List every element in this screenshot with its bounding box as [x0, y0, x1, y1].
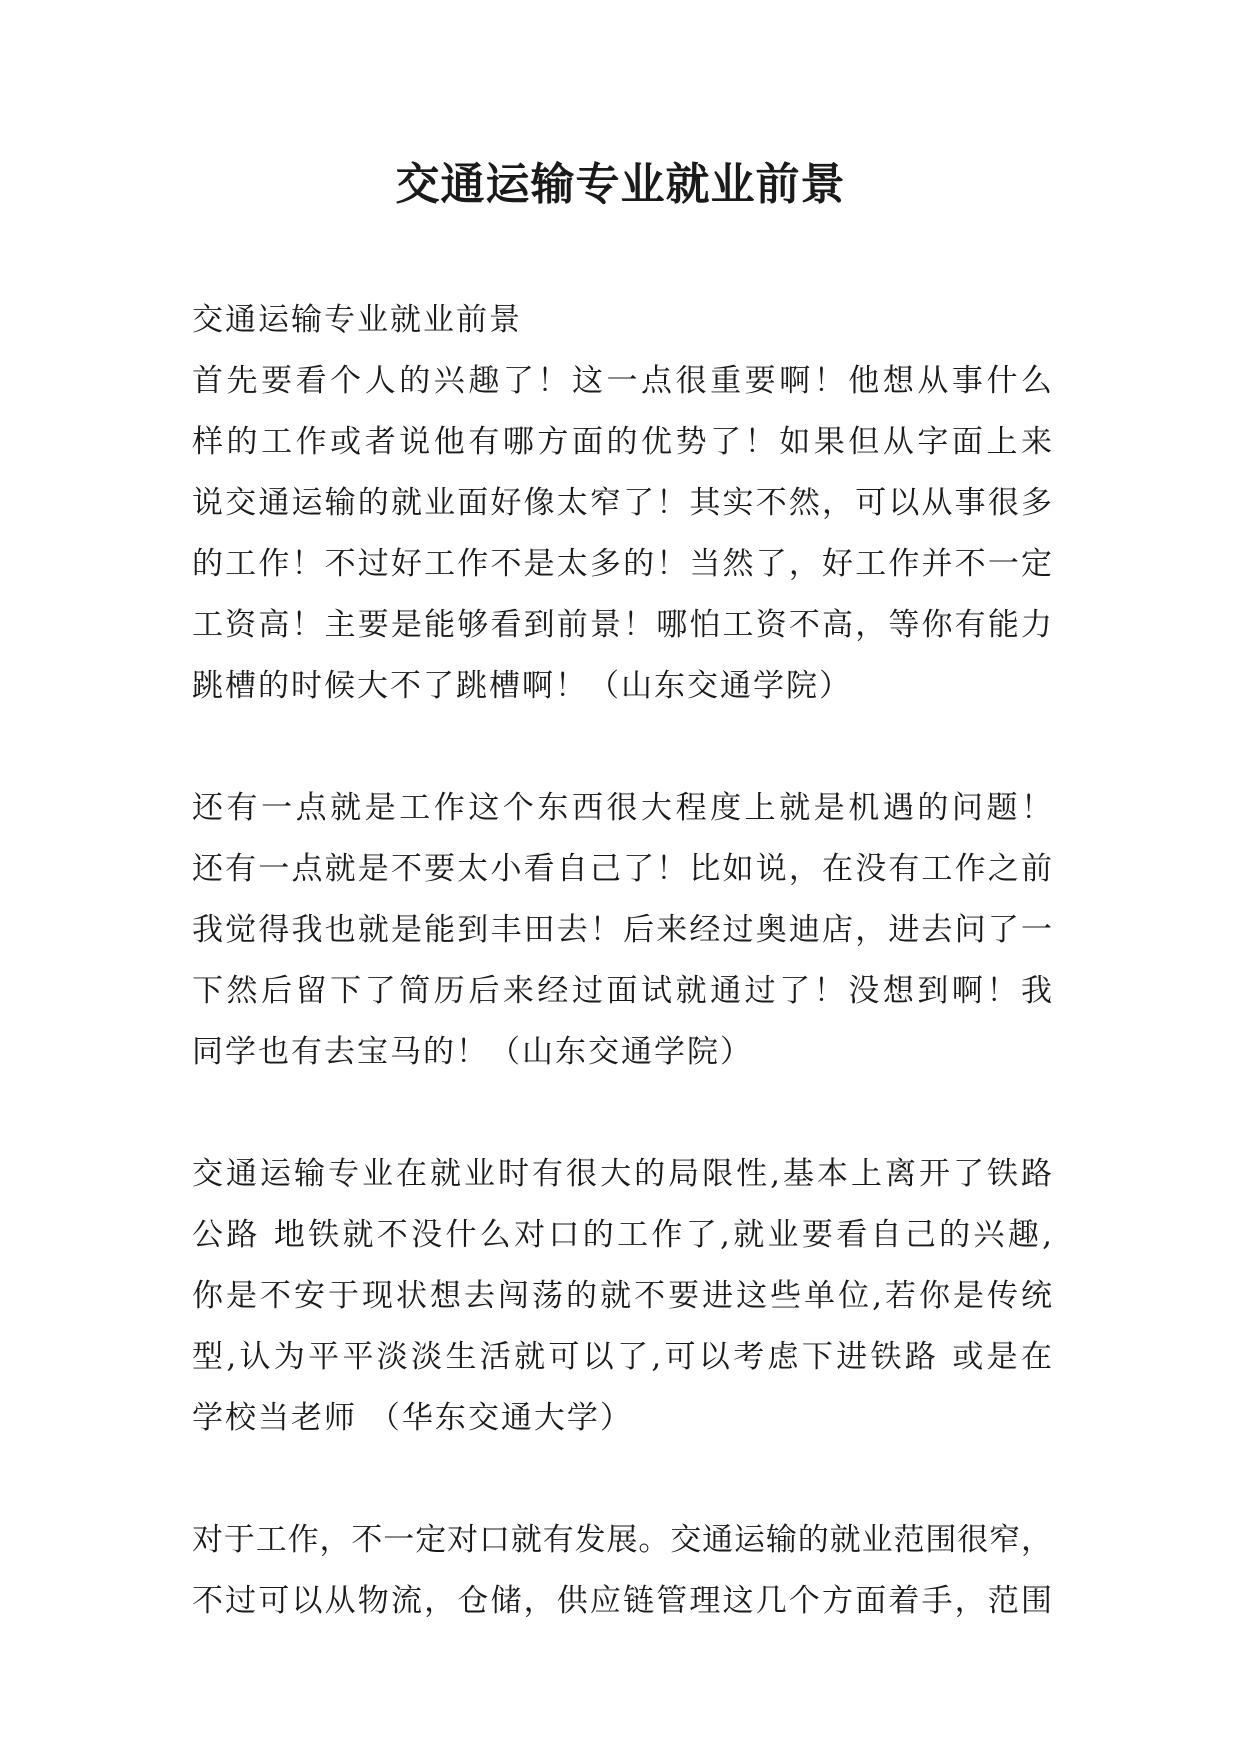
document-subtitle: 交通运输专业就业前景 — [192, 302, 522, 338]
paragraph-line: 型,认为平平淡淡生活就可以了,可以考虑下进铁路 或是在 — [192, 1339, 1052, 1375]
paragraph-line: 样的工作或者说他有哪方面的优势了！如果但从字面上来 — [192, 424, 1052, 460]
paragraph-4 — [192, 1510, 1052, 1632]
paragraph-line: 学校当老师 （华东交通大学） — [192, 1400, 633, 1436]
paragraph-line: 工资高！主要是能够看到前景！哪怕工资不高，等你有能力 — [192, 607, 1052, 643]
paragraph-line: 不过可以从物流，仓储，供应链管理这几个方面着手，范围 — [192, 1583, 1052, 1619]
paragraph-line: 跳槽的时候大不了跳槽啊！（山东交通学院） — [192, 668, 852, 704]
paragraph-line: 首先要看个人的兴趣了！这一点很重要啊！他想从事什么 — [192, 363, 1052, 399]
paragraph-line: 对于工作，不一定对口就有发展。交通运输的就业范围很窄， — [192, 1522, 1052, 1558]
paragraph-line: 同学也有去宝马的！（山东交通学院） — [192, 1034, 753, 1070]
paragraph-line: 说交通运输的就业面好像太窄了！其实不然，可以从事很多 — [192, 485, 1052, 521]
paragraph-line: 你是不安于现状想去闯荡的就不要进这些单位,若你是传统 — [192, 1278, 1052, 1314]
paragraph-3 — [192, 1144, 1052, 1449]
paragraph-line: 公路 地铁就不没什么对口的工作了,就业要看自己的兴趣, — [192, 1217, 1052, 1253]
paragraph-line: 我觉得我也就是能到丰田去！后来经过奥迪店，进去问了一 — [192, 912, 1052, 948]
paragraph-line: 的工作！不过好工作不是太多的！当然了，好工作并不一定 — [192, 546, 1052, 582]
paragraph-line: 还有一点就是不要太小看自己了！比如说，在没有工作之前 — [192, 851, 1052, 887]
paragraph-line: 交通运输专业在就业时有很大的局限性,基本上离开了铁路 — [192, 1156, 1052, 1192]
paragraph-line: 下然后留下了简历后来经过面试就通过了！没想到啊！我 — [192, 973, 1052, 1009]
paragraph-1 — [192, 351, 1052, 717]
document-body — [192, 290, 1052, 1693]
paragraph-line: 还有一点就是工作这个东西很大程度上就是机遇的问题！ — [192, 790, 1052, 826]
document-title: 交通运输专业就业前景 — [395, 159, 846, 210]
paragraph-2 — [192, 778, 1052, 1083]
